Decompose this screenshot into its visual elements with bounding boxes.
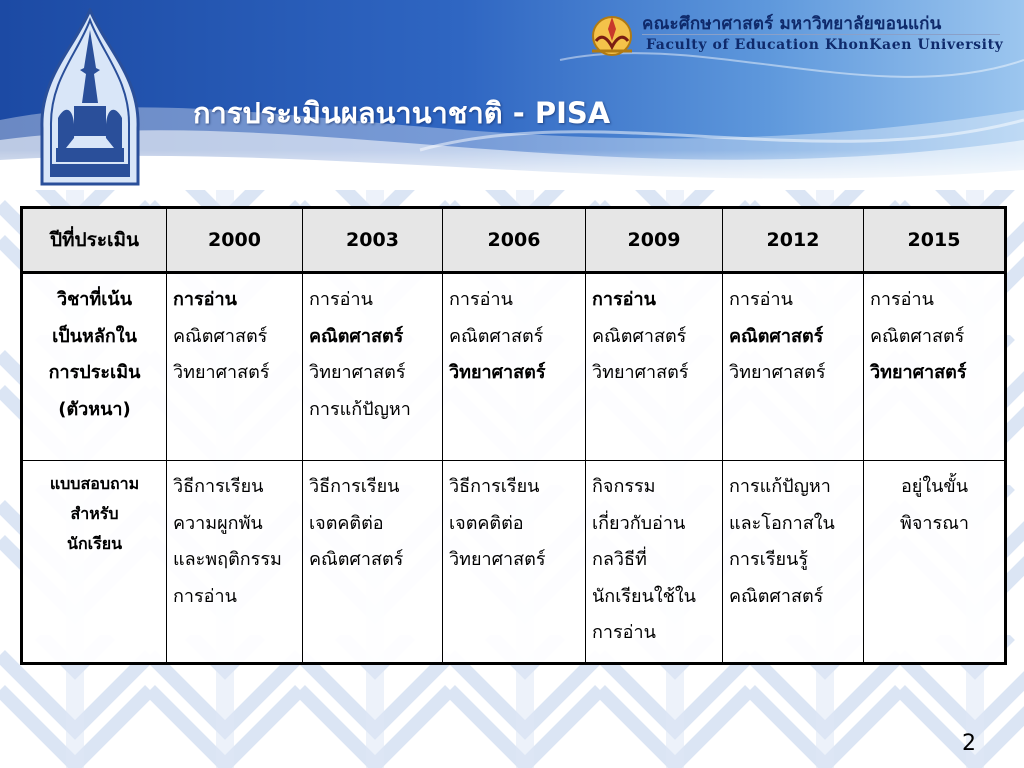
university-logo [36,8,144,188]
faculty-name-english: Faculty of Education KhonKaen University [646,37,1004,53]
table-row-student-questionnaire [22,461,1006,664]
focus-subject: การอ่าน [173,289,237,310]
questionnaire-topic-line: วิธีการเรียน [173,476,264,497]
subject-item: คณิตศาสตร์ [449,325,544,347]
questionnaire-topic-line: อยู่ในขั้น [900,476,969,497]
subject-item: การอ่าน [870,289,934,310]
questionnaire-topic-line: การแก้ปัญหา [729,476,831,497]
questionnaire-topic-line: ความผูกพัน [173,512,263,534]
questionnaire-topic-line: คณิตศาสตร์ [729,585,824,607]
questionnaire-topic-line: นักเรียนใช้ใน [592,585,696,607]
questionnaire-cell-2006 [443,461,586,664]
questionnaire-topic-line: กลวิธีที่ [592,549,647,570]
subject-item: คณิตศาสตร์ [870,325,965,347]
header-cell-year: 2009 [586,208,723,273]
subjects-cell-2003 [303,273,443,461]
questionnaire-cell-2003 [303,461,443,664]
row-header-line: สำหรับ [70,504,119,523]
subjects-cell-2000 [167,273,303,461]
row-header-line: (ตัวหนา) [58,398,131,420]
divider [642,34,1000,35]
row-header-line: นักเรียน [67,534,122,553]
slide-title: การประเมินผลนานาชาติ - PISA [193,96,611,130]
subject-item: การอ่าน [309,289,373,310]
table-row-focus-subjects [22,273,1006,461]
header-cell-year: 2006 [443,208,586,273]
row-header-line: วิชาที่เน้น [56,289,133,310]
focus-subject: วิทยาศาสตร์ [870,362,967,383]
header-cell-year: 2000 [167,208,303,273]
questionnaire-topic-line: การอ่าน [592,622,656,643]
subject-item: การแก้ปัญหา [309,398,411,420]
pisa-assessment-table [20,206,1007,665]
questionnaire-cell-2000 [167,461,303,664]
focus-subject: คณิตศาสตร์ [729,325,824,347]
header-cell-year: 2012 [723,208,864,273]
faculty-emblem-icon [588,11,636,57]
subject-item: วิทยาศาสตร์ [592,362,689,383]
row-header-line: แบบสอบถาม [49,474,140,493]
subject-item: วิทยาศาสตร์ [173,362,270,383]
questionnaire-topic-line: คณิตศาสตร์ [309,549,404,570]
questionnaire-topic-line: การอ่าน [173,585,237,607]
row-header-line: การประเมิน [48,362,141,383]
row-header-student-questionnaire [22,461,167,664]
subject-item: วิทยาศาสตร์ [309,362,406,383]
questionnaire-cell-2012 [723,461,864,664]
subject-item: คณิตศาสตร์ [173,325,268,347]
row-header-line: เป็นหลักใน [52,325,137,347]
header-cell-year-label: ปีที่ประเมิน [22,208,167,273]
questionnaire-topic-line: การเรียนรู้ [729,549,809,570]
questionnaire-topic-line: กิจกรรม [592,476,656,497]
subjects-cell-2006 [443,273,586,461]
questionnaire-topic-line: วิธีการเรียน [309,476,400,497]
questionnaire-topic-line: และโอกาสใน [729,512,835,534]
page-number: 2 [962,731,976,756]
questionnaire-topic-line: เจตคติต่อ [309,512,384,534]
subjects-cell-2009 [586,273,723,461]
questionnaire-topic-line: เจตคติต่อ [449,512,524,534]
faculty-name-thai: คณะศึกษาศาสตร์ มหาวิทยาลัยขอนแก่น [642,14,942,34]
questionnaire-topic-line: เกี่ยวกับอ่าน [592,512,686,534]
subject-item: การอ่าน [729,289,793,310]
focus-subject: คณิตศาสตร์ [309,325,404,347]
table-header-row [22,208,1006,273]
questionnaire-cell-2015 [864,461,1006,664]
focus-subject: วิทยาศาสตร์ [449,362,546,383]
row-header-focus-subjects [22,273,167,461]
subject-item: คณิตศาสตร์ [592,325,687,347]
questionnaire-topic-line: วิธีการเรียน [449,476,540,497]
subjects-cell-2012 [723,273,864,461]
questionnaire-topic-line: วิทยาศาสตร์ [449,549,546,570]
header-cell-year: 2003 [303,208,443,273]
focus-subject: การอ่าน [592,289,656,310]
subject-item: การอ่าน [449,289,513,310]
subjects-cell-2015 [864,273,1006,461]
subject-item: วิทยาศาสตร์ [729,362,826,383]
questionnaire-topic-line: พิจารณา [900,512,969,534]
header-cell-year: 2015 [864,208,1006,273]
questionnaire-topic-line: และพฤติกรรม [173,549,282,570]
questionnaire-cell-2009 [586,461,723,664]
